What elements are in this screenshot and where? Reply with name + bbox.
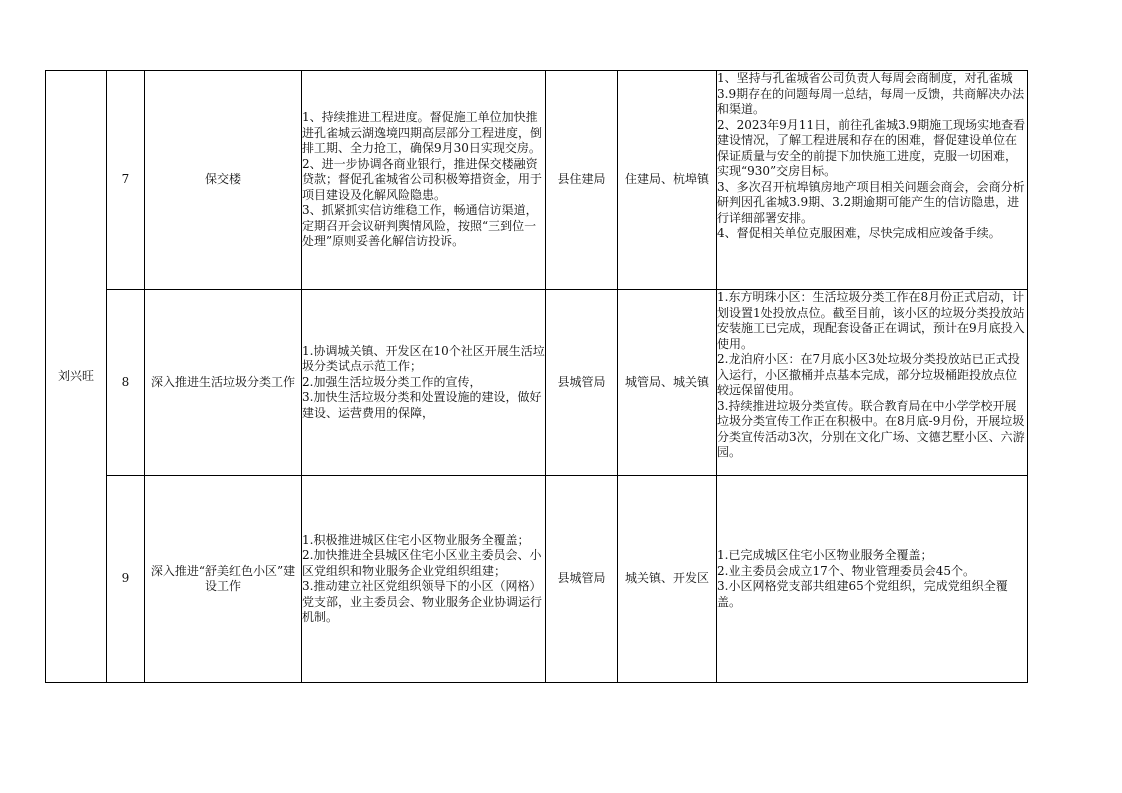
measures-cell: 1.协调城关镇、开发区在10个社区开展生活垃圾分类试点示范工作； 2.加强生活垃圾分类工作的宣传， 3.加快生活垃圾分类和处置设施的建设，做好建设、运营费用的保障， (302, 290, 546, 476)
table-row (46, 290, 1028, 476)
row-number: 8 (107, 290, 145, 476)
person-cell: 刘兴旺 (46, 71, 107, 683)
measures-cell: 1.积极推进城区住宅小区物业服务全覆盖； 2.加快推进全县城区住宅小区业主委员会、小区党组织和物业服务企业党组织组建； 3.推动建立社区党组织领导下的小区（网格）党支部，业主委员会、物业服务企业协调运行机制。 (302, 476, 546, 683)
row-number: 9 (107, 476, 145, 683)
task-name: 保交楼 (145, 71, 302, 290)
table-row (46, 71, 1028, 290)
lead-unit: 县城管局 (546, 476, 618, 683)
progress-cell: 1、坚持与孔雀城省公司负责人每周会商制度，对孔雀城3.9期存在的问题每周一总结，每周一反馈，共商解决办法和渠道。 2、2023年9月11日，前往孔雀城3.9期施工现场实地查看建设情况，了解工程进展和存在的困难，督促建设单位在保证质量与安全的前提下加快施工进度，克服一切困难，实现“930”交房目标。 3、多次召开杭埠镇房地产项目相关问题会商会，会商分析研判因孔雀城3.9期、3.2期逾期可能产生的信访隐患，进行详细部署安排。 4、督促相关单位克服困难，尽快完成相应竣备手续。 (717, 71, 1028, 290)
progress-cell: 1.已完成城区住宅小区物业服务全覆盖； 2.业主委员会成立17个、物业管理委员会45个。 3.小区网格党支部共组建65个党组织，完成党组织全覆盖。 (717, 476, 1028, 683)
task-name: 深入推进生活垃圾分类工作 (145, 290, 302, 476)
row-number: 7 (107, 71, 145, 290)
measures-cell: 1、持续推进工程进度。督促施工单位加快推进孔雀城云湖逸境四期高层部分工程进度，倒排工期、全力抢工，确保9月30日实现交房。 2、进一步协调各商业银行，推进保交楼融资贷款；督促孔雀城省公司积极筹措资金，用于项目建设及化解风险隐患。 3、抓紧抓实信访维稳工作，畅通信访渠道，定期召开会议研判舆情风险，按照“三到位一处理”原则妥善化解信访投诉。 (302, 71, 546, 290)
lead-unit: 县城管局 (546, 290, 618, 476)
coop-unit: 城关镇、开发区 (618, 476, 717, 683)
coop-unit: 住建局、杭埠镇 (618, 71, 717, 290)
progress-cell: 1.东方明珠小区：生活垃圾分类工作在8月份正式启动，计划设置1处投放点位。截至目前，该小区的垃圾分类投放站安装施工已完成，现配套设备正在调试，预计在9月底投入使用。 2.龙泊府小区：在7月底小区3处垃圾分类投放站已正式投入运行，小区撤桶并点基本完成，部分垃圾桶距投放点位较远保留使用。 3.持续推进垃圾分类宣传。联合教育局在中小学学校开展垃圾分类宣传工作正在积极中。在8月底-9月份，开展垃圾分类宣传活动3次，分别在文化广场、文德艺墅小区、六游园。 (717, 290, 1028, 476)
task-name: 深入推进“舒美红色小区”建设工作 (145, 476, 302, 683)
table-row (46, 476, 1028, 683)
lead-unit: 县住建局 (546, 71, 618, 290)
task-table (45, 70, 1028, 683)
coop-unit: 城管局、城关镇 (618, 290, 717, 476)
